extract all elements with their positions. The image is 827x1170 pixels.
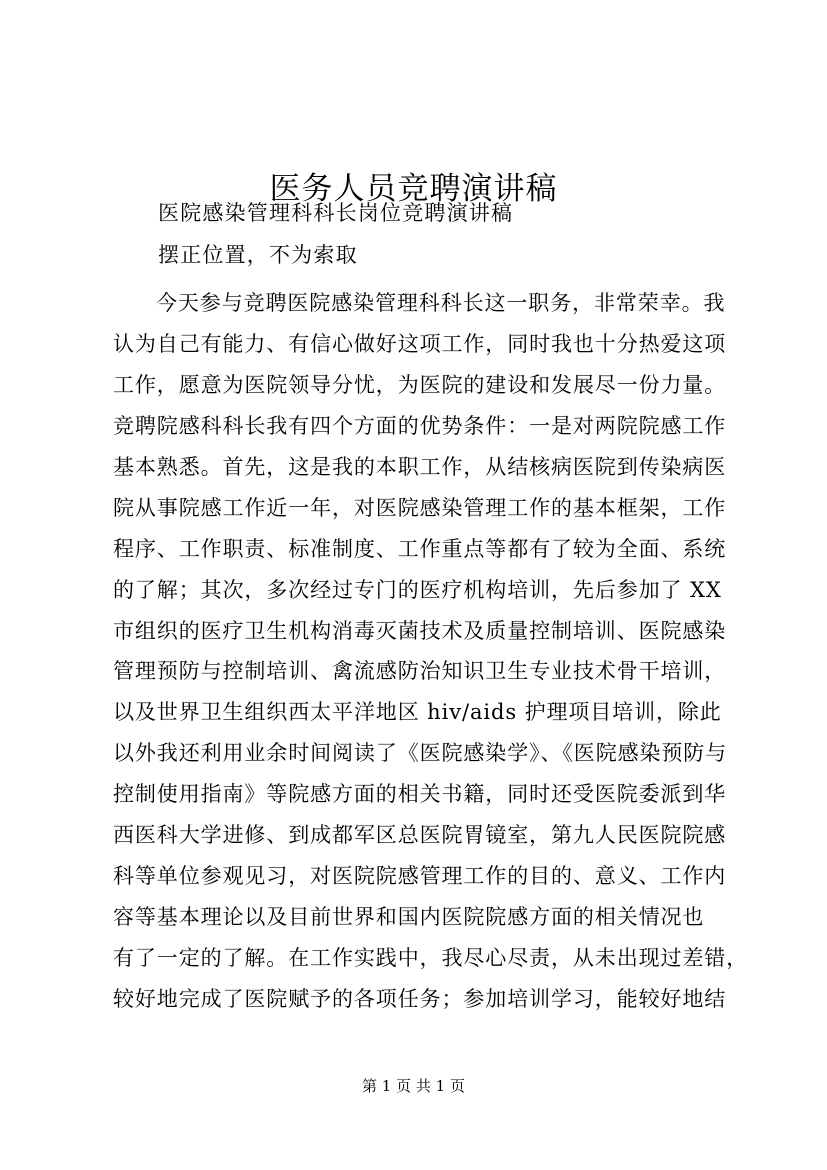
body-line: 工作，愿意为医院领导分忧，为医院的建设和发展尽一份力量。 (113, 372, 727, 397)
document-title: 医务人员竞聘演讲稿 (269, 170, 558, 207)
body-text (113, 283, 749, 1020)
document-subtitle: 医院感染管理科科长岗位竞聘演讲稿 (158, 201, 514, 225)
body-line: 的了解；其次，多次经过专门的医疗机构培训，先后参加了 XX (113, 577, 722, 602)
body-line: 以外我还利用业余时间阅读了《医院感染学》、《医院感染预防与 (113, 741, 728, 766)
body-line: 程序、工作职责、标准制度、工作重点等都有了较为全面、系统 (113, 536, 727, 561)
body-line: 西医科大学进修、到成都军区总医院胃镜室，第九人民医院院感 (113, 823, 727, 848)
body-line: 院从事院感工作近一年，对医院感染管理工作的基本框架，工作 (113, 495, 727, 520)
body-line: 竞聘院感科科长我有四个方面的优势条件：一是对两院院感工作 (113, 413, 727, 438)
body-line: 基本熟悉。首先，这是我的本职工作，从结核病医院到传染病医 (113, 454, 727, 479)
body-line: 管理预防与控制培训、禽流感防治知识卫生专业技术骨干培训， (113, 659, 727, 684)
page-number-footer: 第 1 页 共 1 页 (362, 1077, 465, 1095)
body-line: 控制使用指南》等院感方面的相关书籍，同时还受医院委派到华 (113, 782, 727, 807)
body-line: 科等单位参观见习，对医院院感管理工作的目的、意义、工作内 (113, 864, 727, 889)
body-line: 有了一定的了解。在工作实践中，我尽心尽责，从未出现过差错， (113, 946, 749, 970)
body-line: 以及世界卫生组织西太平洋地区 hiv/aids 护理项目培训，除此 (113, 700, 722, 725)
section-heading: 摆正位置，不为索取 (158, 243, 358, 267)
body-line: 市组织的医疗卫生机构消毒灭菌技术及质量控制培训、医院感染 (113, 618, 727, 643)
body-line: 较好地完成了医院赋予的各项任务；参加培训学习，能较好地结 (113, 986, 727, 1011)
body-line: 容等基本理论以及目前世界和国内医院院感方面的相关情况也 (113, 905, 705, 930)
body-line: 认为自己有能力、有信心做好这项工作，同时我也十分热爱这项 (113, 331, 727, 356)
body-line: 今天参与竞聘医院感染管理科科长这一职务，非常荣幸。我 (156, 291, 726, 315)
